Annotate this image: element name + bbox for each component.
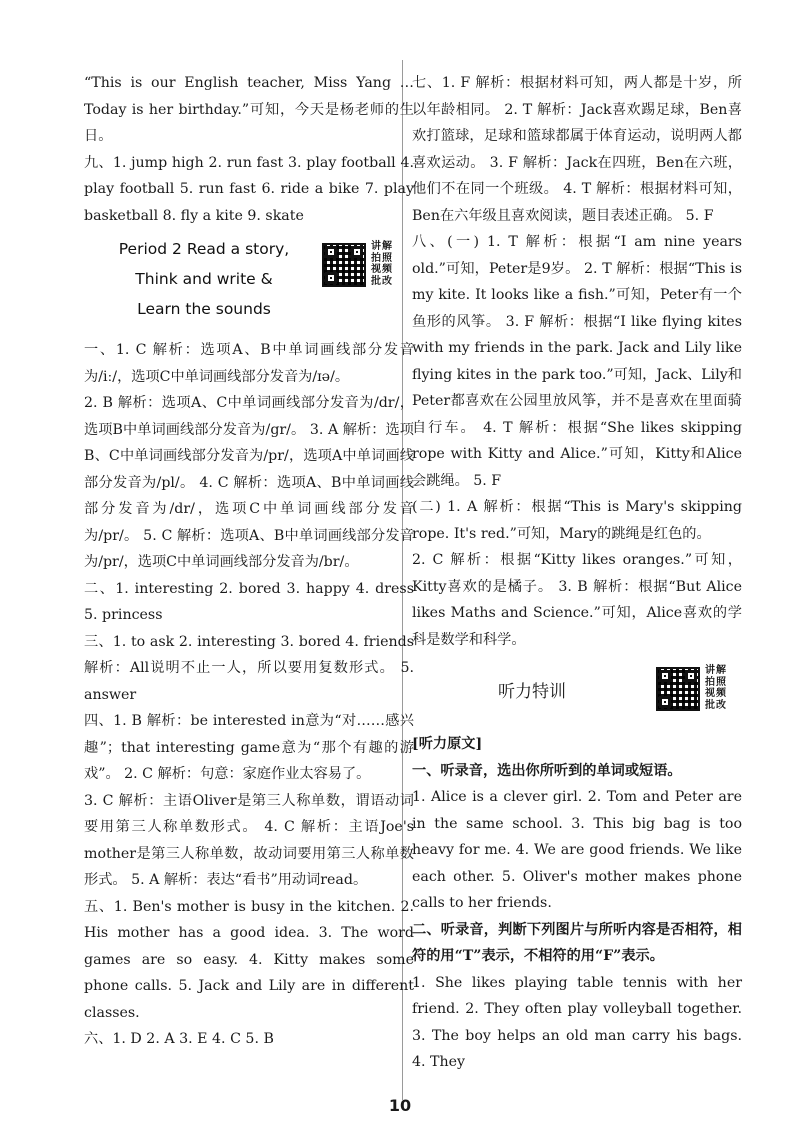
transcript-text: 1. Alice is a clever girl. 2. Tom and Peter are in the same school. 3. This big bag is too heavy for me. 4. We are good friends. We like each other. 5. Oliver's mother makes phone calls to her friends. — [412, 789, 742, 911]
qr-code-icon — [322, 243, 366, 287]
answer-text: 四、1. B 解析：be interested in意为“对……感兴趣”；that interesting game意为“那个有趣的游戏”。 2. C 解析：句意：家庭作业太容易了。 — [84, 713, 414, 782]
answer-text: (二) 1. A 解析：根据“This is Mary's skipping rope. It's red.”可知，Mary的跳绳是红色的。 — [412, 499, 742, 542]
period-title-line: Think and write & — [135, 270, 273, 288]
qr-label: 讲解拍照视频批改 — [705, 665, 727, 711]
answer-text: 七、1. F 解析：根据材料可知，两人都是十岁，所以年龄相同。 2. T 解析：Jack喜欢踢足球，Ben喜欢打篮球，足球和篮球都属于体育运动，说明两人都喜欢运动。 3. F 解析：Jack在四班，Ben在六班，他们不在同一个班级。 4. T 解析：根据材料可知，Ben在六年级且喜欢阅读，题目表述正确。 5. F — [412, 75, 742, 224]
answer-text: 二、1. interesting 2. bored 3. happy 4. dress 5. princess — [84, 580, 414, 623]
answer-text: 3. C 解析：主语Oliver是第三人称单数，谓语动词要用第三人称单数形式。 4. C 解析：主语Joe's mother是第三人称单数，故动词要用第三人称单数形式。 5. A 解析：表达“看书”用动词read。 — [84, 792, 414, 888]
answer-text: 五、1. Ben's mother is busy in the kitchen. 2. His mother has a good idea. 3. The word games are so easy. 4. Kitty makes some phone calls. 5. Jack and Lily are in different classes. — [84, 898, 414, 1021]
listening-instruction: 二、听录音，判断下列图片与所听内容是否相符，相符的用“T”表示，不相符的用“F”表示。 — [412, 921, 742, 964]
answer-text: 2. C 解析：根据“Kitty likes oranges.”可知，Kitty喜欢的是橘子。 3. B 解析：根据“But Alice likes Maths and Science.”可知，Alice喜欢的学科是数学和科学。 — [412, 552, 742, 648]
period-heading — [84, 233, 414, 333]
period-title-line: Learn the sounds — [137, 300, 271, 318]
answer-text: 六、1. D 2. A 3. E 4. C 5. B — [84, 1031, 274, 1047]
answer-text: 九、1. jump high 2. run fast 3. play football 4. play football 5. run fast 6. ride a bike 7. play basketball 8. fly a kite 9. skate — [84, 154, 414, 224]
section-title: 听力特训 — [498, 682, 566, 702]
transcript-label: [听力原文] — [412, 736, 483, 752]
listening-section-heading — [412, 659, 742, 725]
listening-instruction: 一、听录音，选出你所听到的单词或短语。 — [412, 762, 682, 779]
qr-label: 讲解拍照视频批改 — [371, 241, 393, 287]
transcript-text: 1. She likes playing table tennis with her friend. 2. They often play volleyball together. 3. The boy helps an old man carry his bags. 4. They — [412, 974, 742, 1070]
answer-text: “This is our English teacher, Miss Yang … Today is her birthday.”可知，今天是杨老师的生日。 — [84, 75, 414, 144]
qr-code-icon — [656, 667, 700, 711]
answer-text: 2. B 解析：选项A、C中单词画线部分发音为/dr/，选项B中单词画线部分发音为/gr/。 3. A 解析：选项B、C中单词画线部分发音为/pr/，选项A中单词画线部分发音为/pl/。 4. C 解析：选项A、B中单词画线部分发音为/dr/，选项C中单词画线部分发音为/pr/。 5. C 解析：选项A、B中单词画线部分发音为/pr/，选项C中单词画线部分发音为/br/。 — [84, 395, 414, 570]
answer-text: 一、1. C 解析：选项A、B中单词画线部分发音为/iː/，选项C中单词画线部分发音为/ɪə/。 — [84, 342, 414, 385]
answer-text: 三、1. to ask 2. interesting 3. bored 4. friends 解析：All说明不止一人，所以要用复数形式。 5. answer — [84, 633, 414, 703]
left-column — [84, 70, 414, 1053]
period-title-line: Period 2 Read a story, — [118, 240, 290, 258]
answer-text: 八、(一) 1. T 解析：根据“I am nine years old.”可知，Peter是9岁。 2. T 解析：根据“This is my kite. It looks like a fish.”可知，Peter有一个鱼形的风筝。 3. F 解析：根据“I like flying kites with my friends in the park. Jack and Lily like flying kites in the park too.”可知，Jack、Lily和Peter都喜欢在公园里放风筝，并不是喜欢在里面骑自行车。 4. T 解析：根据“She likes skipping rope with Kitty and Alice.”可知，Kitty和Alice会跳绳。 5. F — [412, 234, 742, 489]
page-number: 10 — [388, 1096, 412, 1115]
right-column — [412, 70, 742, 1076]
